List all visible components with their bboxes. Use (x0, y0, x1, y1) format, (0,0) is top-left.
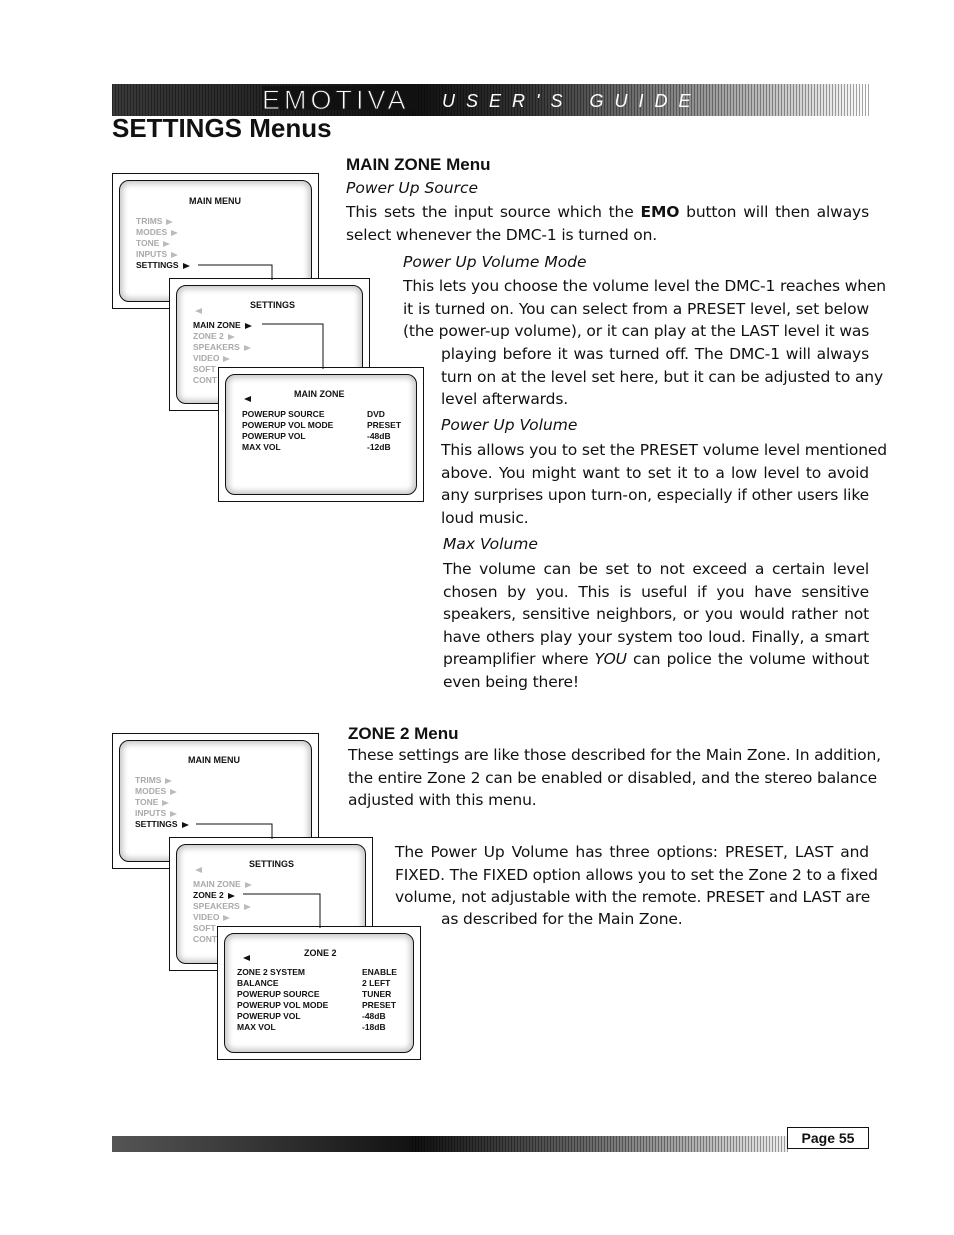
setting-value: -18dB (362, 1022, 386, 1032)
screen-title: MAIN MENU (189, 196, 241, 206)
menu-item-settings: SETTINGS (135, 819, 189, 830)
settings-item-zone2: ZONE 2 (193, 890, 235, 901)
setting-label: MAX VOL (237, 1022, 276, 1032)
setting-label: POWERUP VOL MODE (237, 1000, 329, 1010)
zone2-intro-text: These settings are like those described for the Main Zone. In addition, the entire Zone 2 can be enabled or disabled, and the stereo balance adjusted with this menu. (348, 746, 881, 809)
emotiva-logo: EMOTIVA (262, 85, 410, 115)
setting-value: -48dB (362, 1011, 386, 1021)
power-up-volume-text: This allows you to set the PRESET volume level mentioned above. You might want to set it to a low level to avoid any surprises upon turn-on, especially if other users like loud music. (441, 441, 887, 527)
settings-item-soft: SOFT (193, 364, 216, 374)
menu-item-inputs: INPUTS (136, 249, 178, 260)
menu-item-inputs: INPUTS (135, 808, 177, 819)
zone2-volume-text-a: The Power Up Volume has three options: PRESET, LAST and FIXED. The FIXED option allows you to set the Zone 2 to a fixed volume, not adjustable with the remote. PRESET and LAST are (395, 843, 878, 906)
max-volume-title: Max Volume (443, 535, 538, 553)
settings-item-cont: CONT (193, 375, 218, 385)
menu-item-tone: TONE (136, 238, 170, 249)
power-up-volume-mode-title: Power Up Volume Mode (403, 253, 587, 271)
power-up-volume-mode-text-b: playing before it was turned off. The DMC-1 will always turn on at the level set here, but it can be adjusted to any level afterwards. (441, 345, 883, 408)
setting-value: TUNER (362, 989, 392, 999)
setting-label: MAX VOL (242, 442, 281, 452)
setting-value: 2 LEFT (362, 978, 391, 988)
settings-item-cont: CONT (193, 934, 218, 944)
setting-value: PRESET (362, 1000, 397, 1010)
power-up-volume-mode-text-a: This lets you choose the volume level the DMC-1 reaches when it is turned on. You can select from a PRESET level, set below (the power-up volume), or it can play at the LAST level it was (403, 277, 886, 340)
setting-value: DVD (367, 409, 385, 419)
users-guide-label: USER'S GUIDE (442, 91, 702, 111)
max-volume-text: The volume can be set to not exceed a certain level chosen by you. This is useful if you have sensitive speakers, sensitive neighbors, or you would rather not have others play your system too loud. Finally, a smart preamplifier where YOU can police the volume without even being there! (443, 560, 869, 691)
settings-item-main-zone: MAIN ZONE (193, 320, 252, 331)
footer-band (112, 1136, 788, 1152)
power-up-source-text: This sets the input source which the EMO button will then always select whenever the DMC-1 is turned on. (346, 203, 869, 244)
power-up-volume-title: Power Up Volume (441, 416, 578, 434)
screen-title: MAIN ZONE (294, 389, 345, 399)
menu-item-modes: MODES (135, 786, 177, 797)
menu-item-trims: TRIMS (136, 216, 173, 227)
setting-value: PRESET (367, 420, 402, 430)
settings-item-video: VIDEO (193, 912, 230, 923)
page-title: SETTINGS Menus (112, 113, 332, 143)
screen-title: MAIN MENU (188, 755, 240, 765)
settings-item-speakers: SPEAKERS (193, 342, 251, 353)
menu-item-tone: TONE (135, 797, 169, 808)
setting-value: -12dB (367, 442, 391, 452)
settings-item-soft: SOFT (193, 923, 216, 933)
page-number: Page 55 (787, 1127, 869, 1149)
settings-item-speakers: SPEAKERS (193, 901, 251, 912)
setting-label: POWERUP VOL (242, 431, 306, 441)
power-up-source-title: Power Up Source (346, 179, 479, 197)
menu-item-trims: TRIMS (135, 775, 172, 786)
screen-title: SETTINGS (250, 300, 296, 310)
menu-item-modes: MODES (136, 227, 178, 238)
setting-value: ENABLE (362, 967, 397, 977)
settings-item-zone2: ZONE 2 (193, 331, 235, 342)
main-zone-heading: MAIN ZONE Menu (346, 155, 491, 174)
setting-label: ZONE 2 SYSTEM (237, 967, 306, 977)
settings-item-video: VIDEO (193, 353, 230, 364)
setting-label: POWERUP VOL (237, 1011, 301, 1021)
screen-title: ZONE 2 (304, 948, 337, 958)
zone2-heading: ZONE 2 Menu (348, 724, 459, 743)
screen-title: SETTINGS (249, 859, 295, 869)
settings-item-main-zone: MAIN ZONE (193, 879, 252, 890)
setting-label: POWERUP SOURCE (237, 989, 320, 999)
setting-value: -48dB (367, 431, 391, 441)
setting-label: POWERUP SOURCE (242, 409, 325, 419)
setting-label: POWERUP VOL MODE (242, 420, 334, 430)
setting-label: BALANCE (237, 978, 279, 988)
zone2-volume-text-b: as described for the Main Zone. (441, 910, 683, 928)
menu-item-settings: SETTINGS (136, 260, 190, 271)
